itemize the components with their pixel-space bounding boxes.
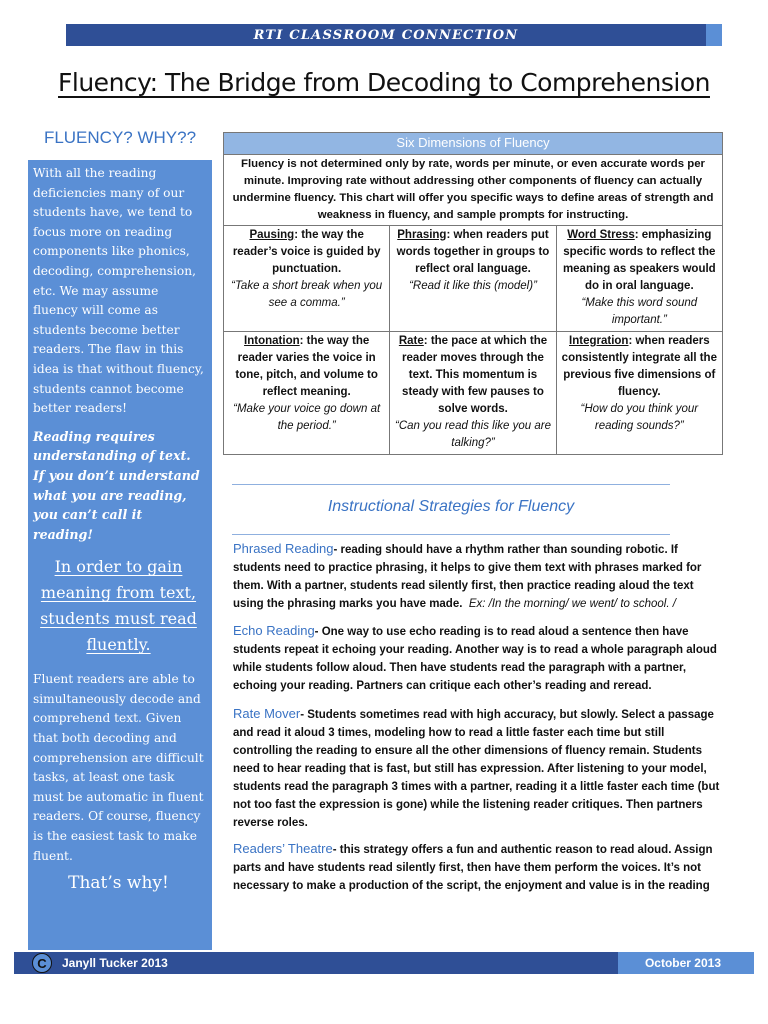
table-cell-integration	[556, 332, 722, 455]
strategies-title: Instructional Strategies for Fluency	[327, 498, 575, 515]
sidebar-heading: FLUENCY? WHY??	[43, 128, 197, 147]
divider-bottom	[232, 534, 670, 535]
footer-author: Janyll Tucker 2013	[62, 956, 168, 970]
page-title: Fluency: The Bridge from Decoding to Comprehension	[58, 68, 710, 97]
sidebar-paragraph-2: Reading requires understanding of text. If you don’t understand what you are reading, you can’t call it reading!	[33, 428, 200, 542]
sidebar-closing: That’s why!	[68, 873, 169, 894]
table-cell-rate	[390, 332, 556, 455]
cell-term: Pausing	[249, 229, 295, 241]
table-cell-pausing	[224, 226, 390, 332]
copyright-icon: C	[32, 953, 52, 973]
footer-date: October 2013	[618, 952, 748, 974]
sidebar	[28, 160, 212, 950]
cell-definition: : the way the reader’s voice is guided by punctuation.	[232, 229, 381, 275]
table-header: Six Dimensions of Fluency	[224, 133, 723, 155]
cell-term: Word Stress	[567, 229, 635, 241]
top-banner	[66, 24, 722, 46]
sidebar-paragraph-4: Fluent readers are able to simultaneously decode and comprehend text. Given that both decoding and comprehension are difficult tasks, at least one task must be automatic in fluent readers. Of course, fluency is the easiest task to make fluent.	[33, 672, 204, 863]
strategy-rate-mover	[233, 705, 723, 832]
strategy-text: - One way to use echo reading is to read aloud a sentence then have students repeat it echoing your reading. Another way is to read a whole paragraph aloud while students follow aloud. Then have students read the paragraph with a partner, echoing your reading. Partners can critique each other’s reading and reread.	[233, 626, 717, 692]
strategy-readers-theatre	[233, 840, 723, 895]
sidebar-callout: In order to gain meaning from text, students must read fluently.	[40, 557, 197, 655]
banner-text: RTI CLASSROOM CONNECTION	[253, 27, 519, 43]
cell-prompt: “Take a short break when you see a comma.”	[231, 280, 383, 309]
cell-prompt: “Read it like this (model)”	[409, 280, 537, 292]
strategy-echo-reading	[233, 622, 723, 695]
divider-top	[232, 484, 670, 485]
strategy-phrased-reading	[233, 540, 723, 613]
strategy-text: - reading should have a rhythm rather than sounding robotic. If students need to practice phrasing, it helps to give them text with phrases marked for them. With a partner, students read silently first, then practice reading aloud the text using the phrasing marks you have made.	[233, 544, 702, 610]
cell-definition: : when readers put words together in groups to reflect oral language.	[396, 229, 550, 275]
cell-definition: : emphasizing specific words to reflect the meaning as speakers would do in oral language.	[562, 229, 716, 292]
strategy-name: Echo Reading	[233, 623, 315, 638]
cell-prompt: “Make your voice go down at the period.”	[233, 403, 381, 432]
fluency-dimensions-table	[223, 132, 723, 455]
strategy-name: Rate Mover	[233, 706, 301, 721]
table-cell-phrasing	[390, 226, 556, 332]
cell-prompt: “Can you read this like you are talking?”	[395, 420, 551, 449]
table-intro: Fluency is not determined only by rate, words per minute, or even accurate words per minute. Improving rate without addressing other components of fluency can actually undermine fluency. This chart will offer you specific ways to define areas of strength and weakness in fluency, and sample prompts for instructing.	[224, 155, 723, 226]
cell-prompt: “How do you think your reading sounds?”	[580, 403, 699, 432]
cell-term: Phrasing	[397, 229, 447, 241]
cell-term: Rate	[398, 335, 424, 347]
cell-definition: : when readers consistently integrate all the previous five dimensions of fluency.	[561, 335, 717, 398]
strategy-text: - this strategy offers a fun and authentic reason to read aloud. Assign parts and have students read silently first, then have them perform the voices. It’s not necessary to make a production of the script, the enjoyment and value is in the reading	[233, 844, 713, 892]
cell-term: Integration	[569, 335, 629, 347]
sidebar-paragraph-1: With all the reading deficiencies many of our students have, we tend to focus more on reading components like phonics, decoding, comprehension, etc. We may assume fluency will come as students become better readers. The flaw in this idea is that without fluency, students cannot become better readers!	[33, 166, 204, 416]
strategy-name: Readers’ Theatre	[233, 841, 333, 856]
cell-prompt: “Make this word sound important.”	[581, 297, 698, 326]
cell-definition: : the way the reader varies the voice in tone, pitch, and volume to reflect meaning.	[235, 335, 378, 398]
footer-left	[14, 953, 168, 973]
cell-term: Intonation	[244, 335, 300, 347]
table-cell-intonation	[224, 332, 390, 455]
strategy-name: Phrased Reading	[233, 541, 334, 556]
cell-definition: : the pace at which the reader moves through the text. This momentum is steady with few pauses to solve words.	[402, 335, 548, 415]
strategy-example: Ex: /In the morning/ we went/ to school. /	[468, 598, 676, 610]
strategy-text: - Students sometimes read with high accuracy, but slowly. Select a passage and read it aloud 3 times, modeling how to read a little faster each time but still controlling the reading to ensure all the other dimensions of fluency remain. Students need to hear reading that is fast, but still has expression. After listening to your model, students read the paragraph 3 times with a partner, reading it a little faster each time (but not too fast the expression is gone) while the listening reader critiques. Then partners reverse roles.	[233, 709, 720, 829]
footer-bar	[14, 952, 754, 974]
table-cell-word-stress	[556, 226, 722, 332]
